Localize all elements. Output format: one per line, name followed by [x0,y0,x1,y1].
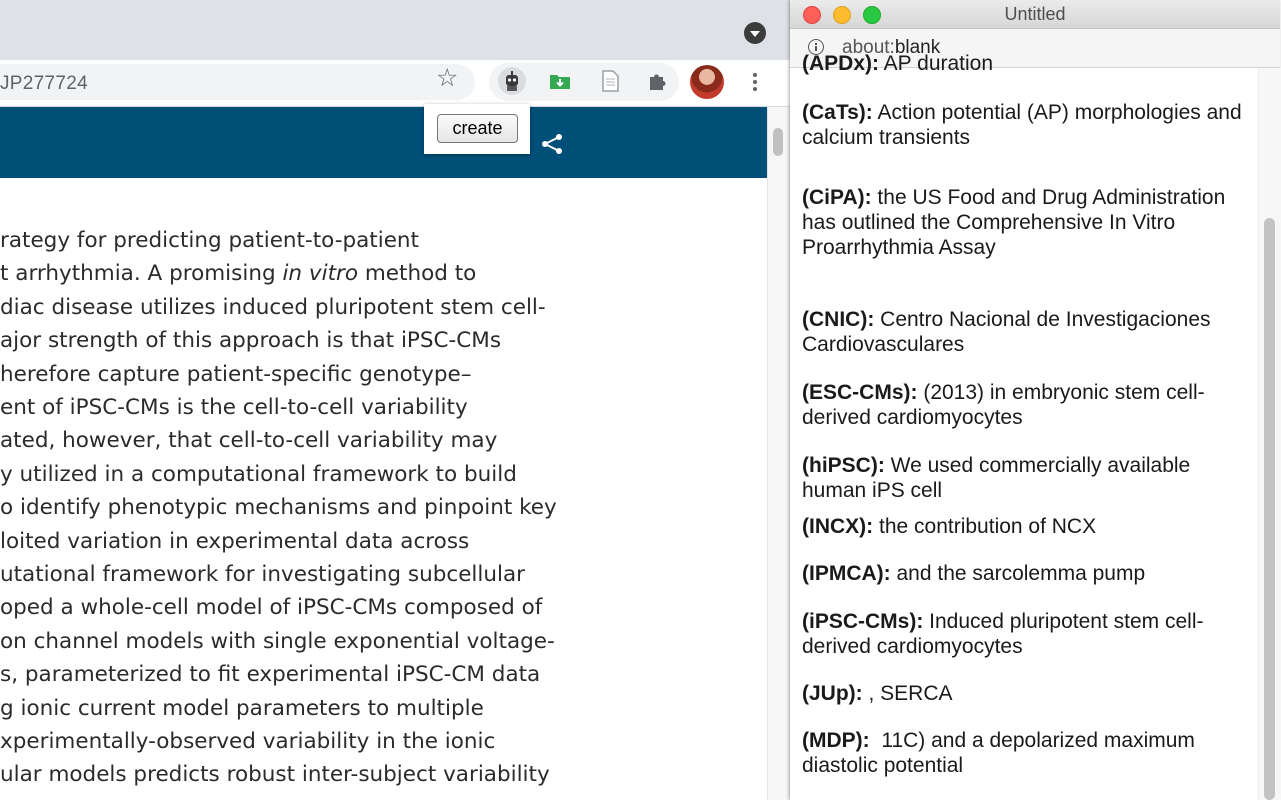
article-text: o identify phenotypic mechanisms and pinpoint key [0,495,557,521]
article-text: t arrhythmia. A promising [0,261,283,287]
page-scrollbar-thumb[interactable] [773,128,783,156]
glossary-term: (hiPSC): [802,454,885,477]
glossary-entry [802,307,1242,357]
glossary-entry [802,728,1242,778]
article-text: ajor strength of this approach is that iPSC-CMs [0,328,502,354]
glossary-list [790,52,1258,800]
glossary-definition: (2013) in embryonic stem cell-derived cardiomyocytes [802,381,1205,429]
article-text: utational framework for investigating subcellular [0,562,525,587]
site-header-bar [0,107,767,178]
glossary-entry [802,100,1248,150]
glossary-definition: the US Food and Drug Administration has outlined the Comprehensive In Vitro Proarrhythmia Assay [802,186,1232,259]
window-titlebar [790,0,1280,29]
article-line [0,595,542,620]
glossary-entry [802,380,1242,430]
glossary-entry [802,453,1242,503]
article-line [0,395,468,420]
article-text: oped a whole-cell model of iPSC-CMs composed of [0,595,543,621]
article-line [0,629,555,654]
article-line [0,562,525,587]
glossary-term: (IPMCA): [802,562,891,585]
article-text: y utilized in a computational framework to build [0,461,517,487]
article-line [0,228,419,253]
page-scrollbar[interactable] [767,107,791,800]
glossary-entry [802,561,1242,586]
glossary-term: (CiPA): [802,186,872,209]
share-icon[interactable] [540,133,564,155]
article-text: on channel models with single exponential voltage- [0,628,555,654]
article-text: xperimentally-observed variability in the ionic [0,729,496,754]
url-path: blank [894,37,941,58]
article-line [0,462,517,487]
article-line [0,529,469,554]
glossary-term: (INCX): [802,515,874,538]
create-button[interactable]: create [437,114,518,143]
glossary-definition: Action potential (AP) morphologies and calcium transients [802,101,1248,149]
glossary-term: (ESC-CMs): [802,381,918,404]
glossary-definition: the contribution of NCX [873,515,1097,538]
article-line [0,428,497,453]
glossary-entry [802,514,1242,539]
article-text: ular models predicts robust inter-subject variability [0,762,550,788]
article-text: g ionic current model parameters to multiple [0,695,484,721]
address-bar-text: JP277724 [0,73,88,94]
article-line [0,495,557,520]
folder-download-icon[interactable] [548,69,572,93]
glossary-term: (CNIC): [802,308,875,331]
glossary-definition: Induced pluripotent stem cell-derived cardiomyocytes [802,610,1204,658]
article-line [0,662,540,687]
article-line [0,762,550,787]
window-title: Untitled [1004,4,1066,24]
article-text: method to [358,261,477,287]
article-text: diac disease utilizes induced pluripotent stem cell- [0,294,546,320]
glossary-term: (CaTs): [802,101,873,124]
article-line [0,261,476,286]
glossary-term: (MDP): [802,729,870,752]
puzzle-extensions-icon[interactable] [646,69,670,93]
profile-avatar[interactable] [690,65,724,99]
article-text: herefore capture patient-specific genotype– [0,361,472,387]
glossary-entry [802,609,1242,659]
glossary-term: (JUp): [802,682,863,705]
tab-strip [0,0,790,60]
glossary-entry [802,681,1242,706]
url-scheme: about: [842,37,895,58]
article-line [0,328,501,353]
glossary-definition: and the sarcolemma pump [890,562,1146,585]
glossary-entry [802,185,1242,260]
article-line [0,295,546,320]
address-bar[interactable] [0,64,475,100]
glossary-entry-partial [802,51,1242,76]
article-text: loited variation in experimental data across [0,528,470,554]
article-text: rategy for predicting patient-to-patient [0,228,419,253]
article-text: ated, however, that cell-to-cell variability may [0,428,498,454]
article-italic-text: in vitro [282,261,359,287]
popup-scrollbar-thumb[interactable] [1264,218,1275,800]
article-line [0,696,484,721]
article-line [0,729,495,754]
glossary-definition: Centro Nacional de Investigaciones Cardiovasculares [802,308,1217,356]
browser-toolbar [0,60,790,107]
more-menu-icon[interactable] [752,70,758,96]
article-text: s, parameterized to fit experimental iPSC-CM data [0,662,541,688]
article-text: ent of iPSC-CMs is the cell-to-cell variability [0,395,468,420]
document-icon[interactable] [598,69,622,93]
extension-popup [424,104,530,154]
glossary-popup-window [790,0,1280,800]
glossary-definition: We used commercially available human iPS cell [802,454,1197,502]
article-abstract [0,228,767,800]
star-icon[interactable]: ☆ [436,64,459,92]
glossary-definition: , SERCA [862,682,953,705]
glossary-term: (iPSC-CMs): [802,610,924,633]
glossary-definition: AP duration [879,52,994,75]
glossary-definition: 11C) and a depolarized maximum diastolic potential [802,729,1201,777]
tab-search-icon[interactable] [744,22,766,44]
glossary-term: (APDx): [802,52,879,75]
article-line [0,362,472,387]
robot-extension-icon[interactable] [498,67,526,95]
